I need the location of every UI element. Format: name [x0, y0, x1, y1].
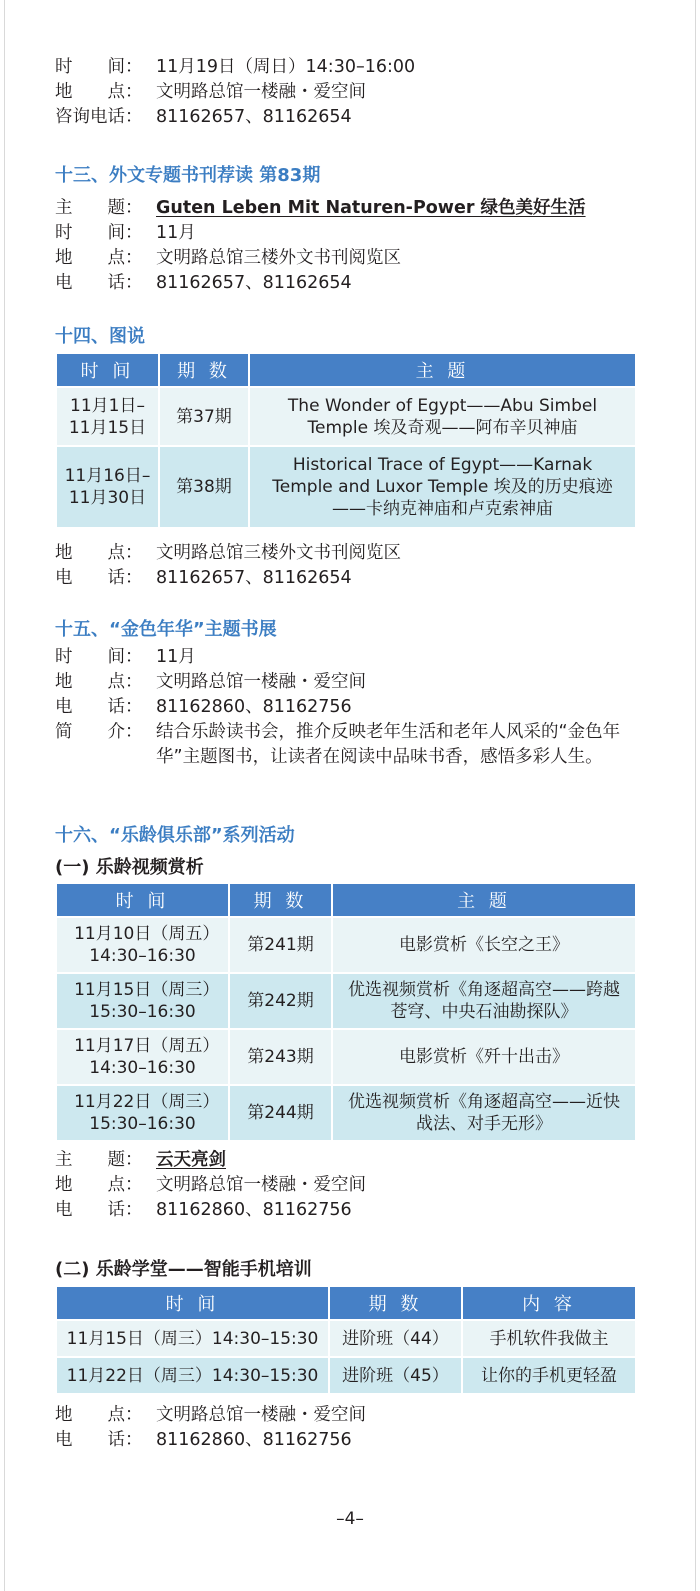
phone-value: 81162860、81162756: [156, 697, 352, 717]
table-row: [56, 387, 636, 446]
place-row: [55, 80, 645, 105]
cell-time: 11月15日（周三）14:30–15:30: [56, 1320, 329, 1357]
cell-theme: 电影赏析《长空之王》: [332, 917, 636, 973]
phone-label: 电 话：: [55, 1200, 143, 1220]
theme-row: [55, 1148, 645, 1173]
cell-issue: 第242期: [229, 973, 332, 1029]
theme-row: [55, 196, 645, 221]
section-13-heading: 十三、外文专题书刊荐读 第83期: [55, 165, 321, 186]
phone-value: 81162860、81162756: [156, 1430, 352, 1450]
section-15-heading: 十五、“金色年华”主题书展: [55, 619, 277, 640]
place-value: 文明路总馆一楼融・爱空间: [156, 672, 366, 692]
place-row: [55, 541, 645, 566]
cell-theme: 优选视频赏析《角逐超高空——近快战法、对手无形》: [332, 1085, 636, 1141]
time-row: [55, 221, 645, 246]
place-label: 地 点：: [55, 543, 143, 563]
cell-time: 11月1日–11月15日: [56, 387, 159, 446]
header-theme: 主 题: [332, 883, 636, 917]
table-header-row: [56, 883, 636, 917]
cell-theme: Historical Trace of Egypt——Karnak Temple and Luxor Temple 埃及的历史痕迹——卡纳克神庙和卢克索神庙: [249, 446, 636, 528]
phone-label: 电 话：: [55, 697, 143, 717]
cell-theme: The Wonder of Egypt——Abu Simbel Temple 埃及奇观——阿布辛贝神庙: [249, 387, 636, 446]
cell-issue: 第244期: [229, 1085, 332, 1141]
time-label: 时 间：: [55, 57, 143, 77]
phone-value: 81162860、81162756: [156, 1200, 352, 1220]
phone-row: [55, 1198, 645, 1223]
place-value: 文明路总馆三楼外文书刊阅览区: [156, 248, 401, 268]
place-label: 地 点：: [55, 672, 143, 692]
place-row: [55, 246, 645, 271]
cell-issue: 进阶班（45）: [329, 1357, 462, 1394]
section-14-info: [55, 541, 645, 591]
table-row: [56, 917, 636, 973]
time-label: 时 间：: [55, 647, 143, 667]
place-label: 地 点：: [55, 1175, 143, 1195]
place-label: 地 点：: [55, 248, 143, 268]
header-issue: 期 数: [329, 1286, 462, 1320]
table-row: [56, 1357, 636, 1394]
table-header-row: [56, 1286, 636, 1320]
header-theme: 主 题: [249, 353, 636, 387]
header-time: 时 间: [56, 353, 159, 387]
place-value: 文明路总馆一楼融・爱空间: [156, 82, 366, 102]
intro-label: 简 介：: [55, 722, 143, 742]
cell-issue: 第37期: [159, 387, 249, 446]
phone-row: [55, 1428, 645, 1453]
theme-value: Guten Leben Mit Naturen-Power 绿色美好生活: [156, 198, 586, 218]
table-row: [56, 1320, 636, 1357]
time-value: 11月19日（周日）14:30–16:00: [156, 57, 416, 77]
phone-row: [55, 271, 645, 296]
page-number: –4–: [336, 1509, 364, 1529]
theme-value: 云天亮剑: [156, 1150, 226, 1170]
table-row: [56, 1085, 636, 1141]
place-row: [55, 1173, 645, 1198]
phone-value: 81162657、81162654: [156, 568, 352, 588]
phone-label: 电 话：: [55, 1430, 143, 1450]
table-row: [56, 1029, 636, 1085]
phone-label: 电 话：: [55, 568, 143, 588]
subsection-2-info: [55, 1403, 645, 1453]
subsection-2-table: [55, 1285, 637, 1395]
header-time: 时 间: [56, 883, 229, 917]
place-value: 文明路总馆一楼融・爱空间: [156, 1175, 366, 1195]
cell-theme: 优选视频赏析《角逐超高空——跨越苍穹、中央石油勘探队》: [332, 973, 636, 1029]
place-value: 文明路总馆一楼融・爱空间: [156, 1405, 366, 1425]
table-header-row: [56, 353, 636, 387]
time-row: [55, 645, 645, 670]
section-15-info: [55, 645, 645, 770]
top-info-block: [55, 55, 645, 130]
header-content: 内 容: [462, 1286, 636, 1320]
subsection-1-table: [55, 882, 637, 1142]
phone-row: [55, 566, 645, 591]
phone-row: [55, 695, 645, 720]
cell-time: 11月10日（周五）14:30–16:30: [56, 917, 229, 973]
section-14-table: [55, 352, 637, 529]
subsection-2-heading: (二) 乐龄学堂——智能手机培训: [55, 1259, 312, 1280]
time-label: 时 间：: [55, 223, 143, 243]
header-issue: 期 数: [229, 883, 332, 917]
phone-value: 81162657、81162654: [156, 107, 352, 127]
subsection-1-info: [55, 1148, 645, 1223]
cell-time: 11月22日（周三）15:30–16:30: [56, 1085, 229, 1141]
cell-content: 手机软件我做主: [462, 1320, 636, 1357]
place-label: 地 点：: [55, 1405, 143, 1425]
section-16-heading: 十六、“乐龄俱乐部”系列活动: [55, 825, 295, 846]
section-13-info: [55, 196, 645, 296]
table-row: [56, 446, 636, 528]
place-value: 文明路总馆三楼外文书刊阅览区: [156, 543, 401, 563]
table-row: [56, 973, 636, 1029]
cell-theme: 电影赏析《歼十出击》: [332, 1029, 636, 1085]
cell-content: 让你的手机更轻盈: [462, 1357, 636, 1394]
theme-label: 主 题：: [55, 198, 143, 218]
phone-label: 电 话：: [55, 273, 143, 293]
subsection-1-heading: (一) 乐龄视频赏析: [55, 857, 204, 878]
cell-time: 11月16日–11月30日: [56, 446, 159, 528]
place-label: 地 点：: [55, 82, 143, 102]
cell-issue: 第38期: [159, 446, 249, 528]
section-14-heading: 十四、图说: [55, 326, 145, 347]
cell-time: 11月15日（周三）15:30–16:30: [56, 973, 229, 1029]
time-row: [55, 55, 645, 80]
cell-time: 11月22日（周三）14:30–15:30: [56, 1357, 329, 1394]
cell-issue: 第243期: [229, 1029, 332, 1085]
header-issue: 期 数: [159, 353, 249, 387]
intro-row: [55, 720, 645, 770]
theme-label: 主 题：: [55, 1150, 143, 1170]
phone-value: 81162657、81162654: [156, 273, 352, 293]
place-row: [55, 670, 645, 695]
time-value: 11月: [156, 647, 196, 667]
phone-label: 咨询电话：: [55, 107, 143, 127]
time-value: 11月: [156, 223, 196, 243]
header-time: 时 间: [56, 1286, 329, 1320]
cell-time: 11月17日（周五）14:30–16:30: [56, 1029, 229, 1085]
intro-value: 结合乐龄读书会，推介反映老年生活和老年人风采的“金色年华”主题图书，让读者在阅读中品味书香，感悟多彩人生。: [156, 722, 621, 767]
cell-issue: 第241期: [229, 917, 332, 973]
place-row: [55, 1403, 645, 1428]
phone-row: [55, 105, 645, 130]
cell-issue: 进阶班（44）: [329, 1320, 462, 1357]
